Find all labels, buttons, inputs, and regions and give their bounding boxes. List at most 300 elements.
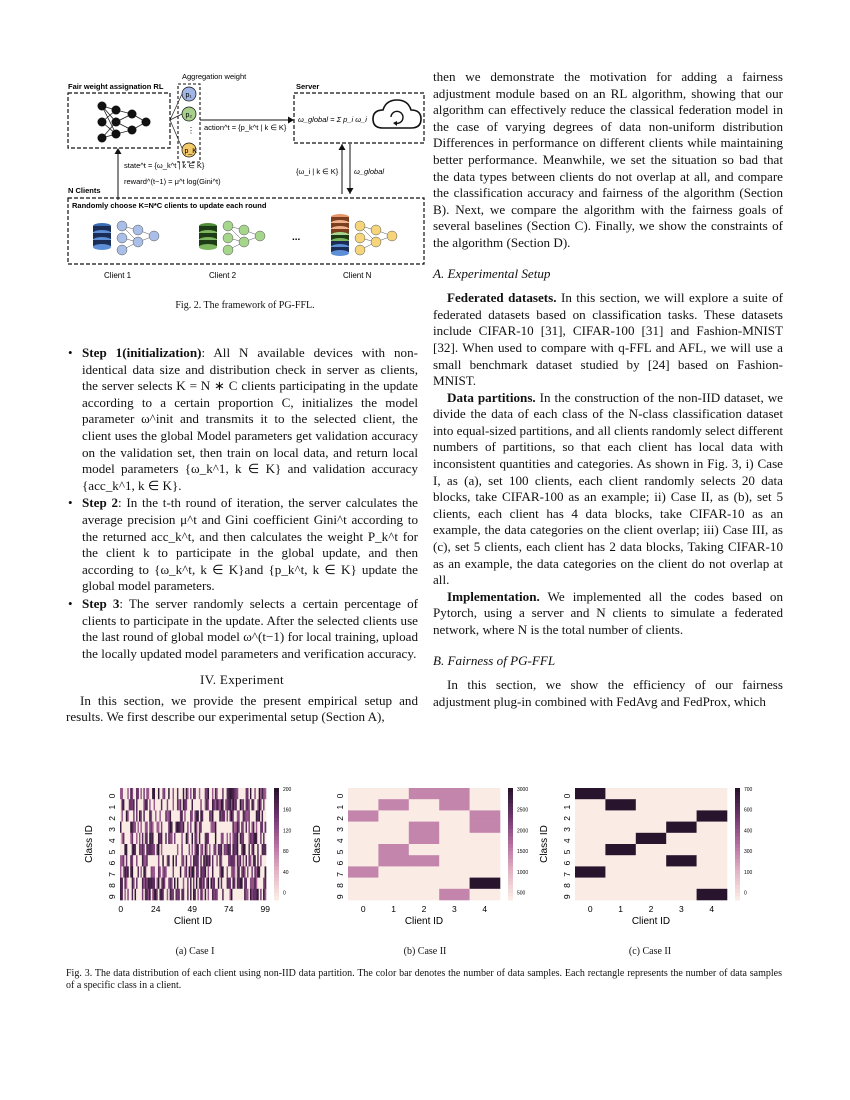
colorbar-segment: [274, 829, 279, 833]
n-clients-label: N Clients: [68, 186, 101, 195]
right-column: [433, 69, 783, 710]
colorbar-segment: [508, 814, 513, 818]
heatmap-cell: [348, 866, 379, 878]
client-2-label: Client 2: [209, 271, 237, 280]
heatmap-cell: [470, 799, 501, 811]
client-1-network-icon: [117, 221, 159, 255]
colorbar-segment: [274, 896, 279, 900]
heatmap-cell: [470, 844, 501, 856]
heatmap-cell: [470, 878, 501, 890]
heatmap-cell: [439, 855, 470, 867]
heatmap-cell: [265, 878, 267, 890]
colorbar-segment: [508, 851, 513, 855]
colorbar-segment: [274, 837, 279, 841]
colorbar-segment: [274, 825, 279, 829]
colorbar-segment: [274, 863, 279, 867]
y-tick-label: 0: [562, 793, 572, 799]
heatmap-case-2: [308, 780, 538, 930]
heatmap-cell: [697, 844, 728, 856]
pk-label: p_K: [184, 148, 197, 155]
subsection-b-paragraph: In this section, we show the efficiency of our fairness adjustment plug-in combined with FedAvg and FedProx, which: [433, 677, 783, 709]
y-tick-label: 2: [562, 816, 572, 821]
heatmap-cell: [378, 799, 409, 811]
y-tick-label: 4: [562, 838, 572, 844]
colorbar-segment: [735, 863, 740, 867]
colorbar-segment: [274, 889, 279, 893]
heatmap-cell: [348, 878, 379, 890]
colorbar-segment: [735, 799, 740, 803]
heatmap-cell: [439, 788, 470, 800]
heatmap-cell: [636, 878, 667, 890]
heatmap-cell: [409, 799, 440, 811]
subsection-b-title: B. Fairness of PG-FFL: [433, 652, 556, 668]
colorbar-segment: [274, 844, 279, 848]
heatmap-cell: [470, 788, 501, 800]
client-2-network-icon: [223, 221, 265, 255]
heatmap-cell: [409, 810, 440, 822]
heatmap-cell: [409, 878, 440, 890]
section-iv-paragraph: In this section, we provide the present empirical setup and results. We first describe our experimental setup (Section A),: [66, 692, 418, 725]
heatmap-cell: [636, 788, 667, 800]
heatmap-case-3: [535, 780, 765, 930]
colorbar-segment: [508, 889, 513, 893]
colorbar-segment: [735, 878, 740, 882]
y-tick-label: 2: [335, 816, 345, 821]
colorbar-segment: [274, 893, 279, 897]
colorbar-segment: [508, 881, 513, 885]
colorbar-tick-label: 1000: [517, 869, 529, 876]
colorbar-segment: [274, 803, 279, 807]
heatmap-cell: [439, 866, 470, 878]
heatmap-cell: [636, 822, 667, 834]
x-tick-label: 0: [587, 904, 593, 914]
rl-network-icon: [98, 102, 151, 143]
colorbar-segment: [274, 792, 279, 796]
step-3: [66, 596, 418, 662]
heatmap-cell: [409, 788, 440, 800]
colorbar-segment: [735, 814, 740, 818]
colorbar-segment: [274, 795, 279, 799]
heatmap-cell: [605, 889, 636, 901]
heatmap-cell: [348, 788, 379, 800]
colorbar-segment: [274, 840, 279, 844]
colorbar-segment: [508, 874, 513, 878]
y-tick-label: 7: [335, 872, 345, 877]
heatmap-cell: [575, 833, 606, 845]
heatmap-cell: [348, 833, 379, 845]
right-intro-paragraph: then we demonstrate the motivation for adding a fairness adjustment module based on an RL algorithm, showing that our algorithm can effectively reduce the classical federation model in the case of varying degrees of data non-uniform distribution Differences in performance on different clients while maintaining better performance. Meanwhile, we set the situation so bad that the data types between clients do not overlap at all, and compare the classification accuracy and fairness of the algorithm (Section B). Next, we compare the algorithm with the fairness goals of several baselines (Section C). Finally, we show the constraints of the algorithm (Section D).: [433, 69, 783, 250]
heatmap-cell: [605, 855, 636, 867]
colorbar-tick-label: 0: [283, 890, 286, 897]
heatmap-cell: [666, 799, 697, 811]
federated-datasets-paragraph: [433, 290, 783, 390]
heatmap-cell: [636, 810, 667, 822]
y-tick-label: 9: [107, 894, 117, 900]
x-axis-label: Client ID: [404, 916, 444, 927]
x-tick-label: 0: [360, 904, 366, 914]
reward-label: reward^(t−1) = μ^t log(Gini^t): [124, 177, 221, 186]
heatmap-cell: [409, 855, 440, 867]
heatmap-cell: [666, 855, 697, 867]
colorbar-tick-label: 100: [744, 869, 753, 876]
heatmap-cell: [265, 799, 267, 811]
heatmap-cell: [470, 833, 501, 845]
heatmap-cell: [265, 788, 267, 800]
heatmap-cell: [348, 822, 379, 834]
colorbar-tick-label: 160: [283, 807, 292, 814]
data-partitions-title: Data partitions.: [447, 389, 536, 405]
y-tick-label: 2: [107, 816, 117, 821]
heatmap-cell: [439, 822, 470, 834]
implementation-paragraph: [433, 589, 783, 639]
client-n-network-icon: [355, 221, 397, 255]
heatmap-cell: [470, 889, 501, 901]
client-n-database-icon: [331, 214, 349, 256]
heatmap-cell: [575, 822, 606, 834]
heatmap-cell: [697, 889, 728, 901]
heatmap-cell: [605, 788, 636, 800]
section-iv-title: IV. Experiment: [200, 672, 284, 688]
heatmap-cell: [265, 889, 267, 901]
heatmap-cell: [666, 788, 697, 800]
client-1-database-icon: [93, 223, 111, 250]
heatmap-cell: [666, 866, 697, 878]
heatmap-cell: [265, 833, 267, 845]
figure-3-caption: Fig. 3. The data distribution of each client using non-IID data partition. The color bar denotes the number of data samples. Each rectangle represents the number of data samples of a specific class in a client.: [66, 968, 782, 991]
colorbar-segment: [508, 893, 513, 897]
y-axis-label: Class ID: [312, 825, 323, 863]
heatmap-cell: [636, 799, 667, 811]
colorbar-segment: [735, 788, 740, 792]
y-axis-label: Class ID: [539, 825, 550, 863]
federated-datasets-text: In this section, we will explore a suite of federated datasets based on classification tasks. These datasets include CIFAR-10 [31], CIFAR-100 [31] and Fashion-MNIST [32]. When used to compare with q-FFL and AFL, we will use a small benchmark dataset studied by [24] based on Fashion-MNIST.: [433, 290, 783, 389]
colorbar-tick-label: 1500: [517, 849, 529, 856]
heatmap-cell: [378, 788, 409, 800]
step-2-title: Step 2: [82, 495, 119, 511]
heatmap-cell: [348, 889, 379, 901]
colorbar-segment: [508, 822, 513, 826]
y-tick-label: 8: [335, 883, 345, 888]
heatmap-cell: [666, 822, 697, 834]
x-tick-label: 3: [452, 904, 457, 914]
client-n-label: Client N: [343, 271, 372, 280]
colorbar-tick-label: 0: [744, 890, 747, 897]
colorbar-tick-label: 700: [744, 787, 753, 793]
colorbar-segment: [735, 844, 740, 848]
heatmap-cell: [409, 889, 440, 901]
heatmap-cell: [697, 866, 728, 878]
fig3c-sublabel: (c) Case II: [628, 946, 672, 957]
y-tick-label: 6: [562, 860, 572, 866]
colorbar-segment: [735, 881, 740, 885]
colorbar-segment: [508, 795, 513, 799]
x-tick-label: 2: [648, 904, 654, 914]
colorbar-segment: [735, 837, 740, 841]
fig3b-sublabel: (b) Case II: [403, 946, 447, 957]
heatmap-cell: [348, 844, 379, 856]
colorbar-segment: [735, 870, 740, 874]
colorbar-segment: [735, 896, 740, 900]
x-axis-label: Client ID: [631, 916, 671, 927]
colorbar-segment: [274, 870, 279, 874]
colorbar-segment: [508, 863, 513, 867]
colorbar-segment: [274, 848, 279, 852]
y-tick-label: 5: [335, 849, 345, 855]
heatmap-cell: [409, 833, 440, 845]
y-tick-label: 3: [107, 827, 117, 832]
heatmap-cell: [575, 889, 606, 901]
colorbar-tick-label: 40: [283, 869, 289, 876]
heatmap-cell: [605, 833, 636, 845]
colorbar-tick-label: 80: [283, 849, 289, 856]
colorbar-segment: [735, 866, 740, 870]
y-tick-label: 7: [562, 872, 572, 877]
colorbar-segment: [508, 844, 513, 848]
colorbar-segment: [274, 814, 279, 818]
colorbar-segment: [735, 825, 740, 829]
x-tick-label: 1: [391, 904, 396, 914]
heatmap-cell: [439, 878, 470, 890]
client-2-database-icon: [199, 223, 217, 250]
colorbar-segment: [735, 859, 740, 863]
heatmap-cell: [439, 799, 470, 811]
heatmap-cell: [439, 810, 470, 822]
heatmap-cell: [575, 866, 606, 878]
heatmap-cell: [605, 822, 636, 834]
colorbar-segment: [274, 885, 279, 889]
x-tick-label: 1: [618, 904, 623, 914]
colorbar-segment: [508, 833, 513, 837]
server-label: Server: [296, 82, 320, 91]
heatmap-cell: [697, 788, 728, 800]
y-tick-label: 8: [107, 883, 117, 888]
y-tick-label: 7: [107, 872, 117, 877]
step-1-title: Step 1(initialization): [82, 345, 202, 360]
heatmap-cell: [265, 866, 267, 878]
colorbar-segment: [508, 825, 513, 829]
heatmap-cell: [378, 833, 409, 845]
heatmap-case-1: [80, 780, 300, 930]
heatmap-cell: [605, 866, 636, 878]
colorbar-segment: [508, 878, 513, 882]
x-axis-label: Client ID: [173, 916, 213, 927]
colorbar-segment: [274, 866, 279, 870]
colorbar-segment: [508, 807, 513, 811]
subsection-a-title: A. Experimental Setup: [433, 265, 551, 281]
heatmap-cell: [666, 810, 697, 822]
heatmap-cell: [636, 855, 667, 867]
heatmap-cell: [666, 844, 697, 856]
x-tick-label: 3: [679, 904, 684, 914]
colorbar-segment: [735, 818, 740, 822]
heatmap-cell: [697, 878, 728, 890]
y-axis-label: Class ID: [84, 825, 95, 863]
colorbar-segment: [274, 851, 279, 855]
step-2: [66, 495, 418, 595]
heatmap-cell: [348, 810, 379, 822]
colorbar-segment: [508, 866, 513, 870]
colorbar-tick-label: 600: [744, 807, 753, 814]
heatmap-cell: [605, 810, 636, 822]
heatmap-cell: [697, 810, 728, 822]
data-partitions-paragraph: [433, 390, 783, 589]
heatmap-cell: [378, 810, 409, 822]
server-formula: ω_global = Σ p_i ω_i: [298, 115, 367, 124]
colorbar-segment: [508, 829, 513, 833]
fair-rl-label: Fair weight assignation RL: [68, 82, 164, 91]
step-2-text: : In the t-th round of iteration, the server calculates the average precision μ^t and Gini coefficient Gini^t according to the returned acc_k^t, and then calculates the weight P_k^t for the client k to participate in the global update, and then according to {ω_k^t, k ∈ K}and {p_k^t, k ∈ K} update the global model parameters.: [82, 495, 418, 594]
svg-text:⋮: ⋮: [187, 126, 195, 135]
y-tick-label: 4: [107, 838, 117, 844]
colorbar-tick-label: 120: [283, 828, 292, 835]
x-tick-label: 0: [118, 904, 124, 914]
y-tick-label: 9: [335, 894, 345, 900]
aggregation-label: Aggregation weight: [182, 72, 247, 81]
colorbar-segment: [735, 848, 740, 852]
x-tick-label: 4: [709, 904, 715, 914]
colorbar-segment: [274, 859, 279, 863]
colorbar-segment: [735, 810, 740, 814]
colorbar-segment: [735, 829, 740, 833]
heatmap-cell: [348, 799, 379, 811]
y-tick-label: 8: [562, 883, 572, 888]
x-tick-label: 49: [187, 904, 197, 914]
implementation-text: We implemented all the codes based on Pytorch, using a server and N clients to simulate a federated network, where N is the total number of clients.: [433, 588, 783, 637]
x-tick-label: 4: [482, 904, 488, 914]
heatmap-cell: [636, 844, 667, 856]
y-tick-label: 6: [107, 860, 117, 866]
implementation-title: Implementation.: [447, 588, 540, 604]
heatmap-cell: [409, 822, 440, 834]
y-tick-label: 1: [107, 804, 117, 810]
colorbar-tick-label: 2500: [517, 807, 529, 814]
colorbar-segment: [274, 799, 279, 803]
colorbar-tick-label: 300: [744, 849, 753, 856]
colorbar-segment: [508, 855, 513, 859]
heatmap-cell: [605, 844, 636, 856]
heatmap-cell: [575, 810, 606, 822]
colorbar-tick-label: 3000: [517, 787, 529, 793]
colorbar-segment: [508, 799, 513, 803]
heatmap-cell: [697, 822, 728, 834]
y-tick-label: 5: [562, 849, 572, 855]
heatmap-cell: [666, 889, 697, 901]
step-1-text: : All N available devices with non-identical data size and distribution check in server as clients, the server selects K = N ∗ C clients participating in the update according to a certain proportion C, initializes the model parameter ω^init and transmits it to the selected client, the client uses the global Model parameters get validation accuracy on the validation set, then train on local data, and return local model parameters {ω_k^1, k ∈ K} and validation accuracy {acc_k^1, k ∈ K}.: [82, 345, 418, 493]
heatmap-cell: [575, 878, 606, 890]
heatmap-cell: [666, 833, 697, 845]
colorbar-segment: [735, 803, 740, 807]
colorbar-segment: [508, 810, 513, 814]
y-tick-label: 6: [335, 860, 345, 866]
action-label: action^t = {p_k^t | k ∈ K}: [204, 123, 287, 132]
colorbar-segment: [735, 795, 740, 799]
colorbar-segment: [735, 885, 740, 889]
heatmap-cell: [697, 799, 728, 811]
colorbar-segment: [274, 881, 279, 885]
heatmap-cell: [666, 878, 697, 890]
heatmap-cell: [378, 855, 409, 867]
heatmap-cell: [636, 889, 667, 901]
colorbar-segment: [735, 874, 740, 878]
colorbar-segment: [508, 840, 513, 844]
figure-3: [80, 780, 780, 960]
heatmap-cell: [697, 855, 728, 867]
colorbar-segment: [274, 833, 279, 837]
omega-global-label: ω_global: [354, 167, 385, 176]
heatmap-cell: [265, 855, 267, 867]
colorbar-segment: [274, 878, 279, 882]
colorbar-segment: [508, 885, 513, 889]
y-tick-label: 5: [107, 849, 117, 855]
heatmap-cell: [378, 878, 409, 890]
choose-label: Randomly choose K=N*C clients to update each round: [72, 201, 267, 210]
fig3a-sublabel: (a) Case I: [175, 946, 215, 957]
heatmap-cell: [439, 833, 470, 845]
colorbar-segment: [735, 807, 740, 811]
colorbar-segment: [735, 792, 740, 796]
state-label: state^t = {ω_k^t | k ∈ K}: [124, 161, 205, 170]
colorbar-segment: [274, 855, 279, 859]
colorbar-segment: [274, 810, 279, 814]
heatmap-cell: [470, 855, 501, 867]
y-tick-label: 0: [335, 793, 345, 799]
colorbar-segment: [508, 788, 513, 792]
heatmap-cell: [575, 799, 606, 811]
colorbar-segment: [735, 889, 740, 893]
p2-label: p₂: [185, 112, 193, 119]
colorbar-segment: [508, 818, 513, 822]
colorbar-segment: [508, 896, 513, 900]
colorbar-segment: [274, 818, 279, 822]
colorbar-segment: [274, 807, 279, 811]
heatmap-cell: [265, 844, 267, 856]
heatmap-cell: [378, 844, 409, 856]
heatmap-cell: [378, 889, 409, 901]
heatmap-cell: [470, 822, 501, 834]
colorbar-segment: [508, 837, 513, 841]
y-tick-label: 4: [335, 838, 345, 844]
colorbar-segment: [274, 822, 279, 826]
heatmap-cell: [348, 855, 379, 867]
y-tick-label: 1: [562, 804, 572, 810]
colorbar-segment: [508, 870, 513, 874]
figure-2: [60, 68, 430, 288]
heatmap-cell: [697, 833, 728, 845]
x-tick-label: 2: [421, 904, 427, 914]
colorbar-tick-label: 200: [283, 787, 292, 793]
y-tick-label: 9: [562, 894, 572, 900]
colorbar-segment: [274, 788, 279, 792]
heatmap-cell: [605, 799, 636, 811]
heatmap-cell: [265, 810, 267, 822]
heatmap-cell: [439, 889, 470, 901]
heatmap-cell: [409, 844, 440, 856]
heatmap-cell: [575, 855, 606, 867]
y-tick-label: 3: [335, 827, 345, 832]
heatmap-cell: [378, 866, 409, 878]
colorbar-segment: [274, 874, 279, 878]
federated-datasets-title: Federated datasets.: [447, 290, 557, 306]
heatmap-cell: [636, 866, 667, 878]
colorbar-segment: [735, 851, 740, 855]
clients-ellipsis: ...: [292, 232, 301, 243]
colorbar-segment: [735, 840, 740, 844]
omega-set-label: {ω_i | k ∈ K}: [296, 167, 339, 176]
step-3-title: Step 3: [82, 595, 120, 611]
colorbar-segment: [508, 792, 513, 796]
y-tick-label: 1: [335, 804, 345, 810]
heatmap-cell: [470, 866, 501, 878]
